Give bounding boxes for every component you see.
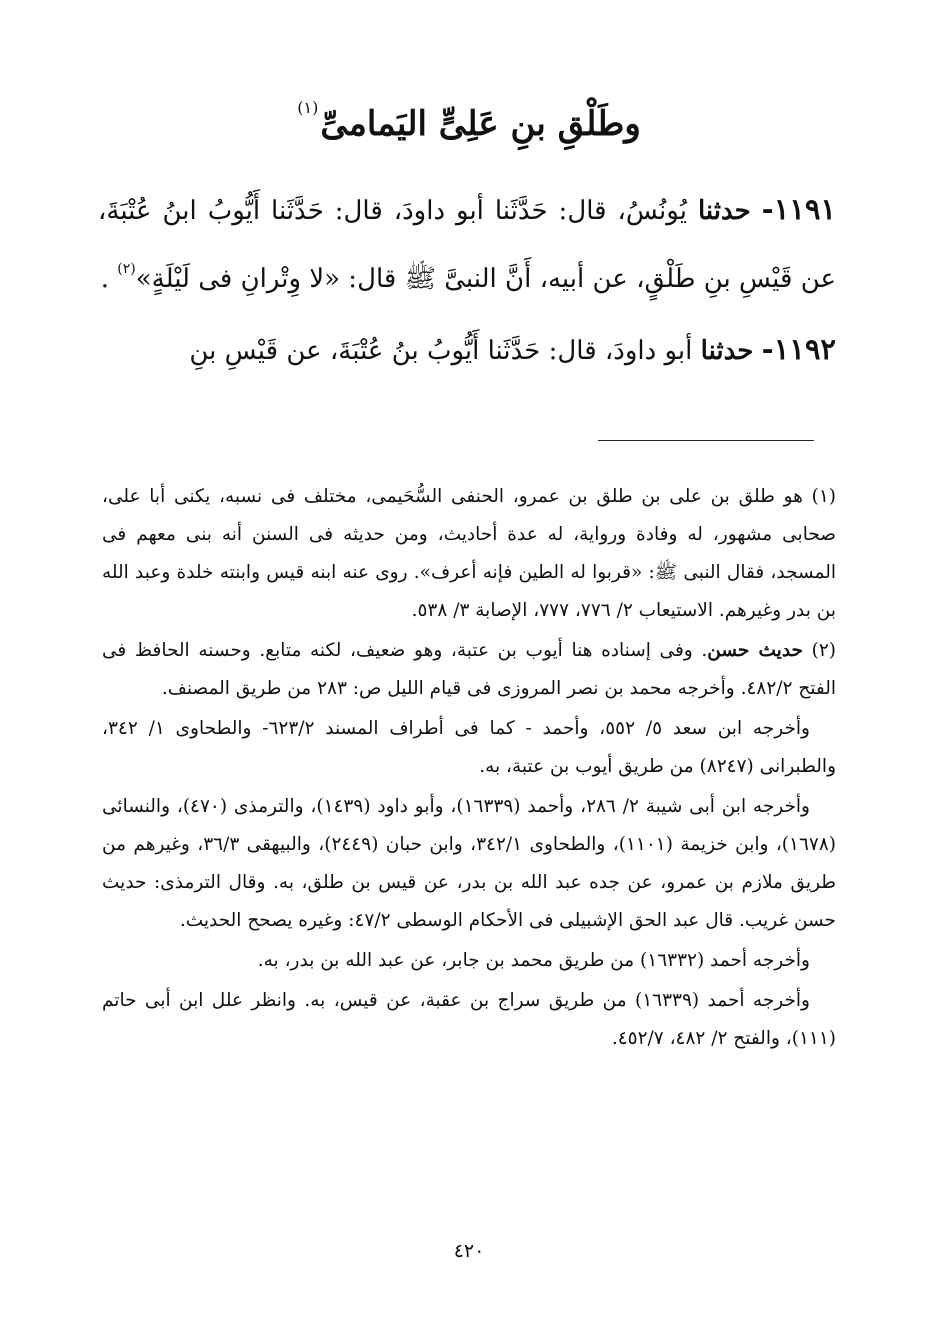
footnote-2-text: . وفى إسناده هنا أيوب بن عتبة، وهو ضعيف، لكنه متابع. وحسنه الحافظ فى الفتح ٤٨٢/٢. وأخرجه محمد بن نصر المروزى فى قيام الليل ص: ٢٨٣ من طريق المصنف. (102, 640, 836, 699)
hadith-text: أبو داودَ، قال: حَدَّثَنا أَيُّوبُ بنُ عُتْبَةَ، عن قَيْسِ بنِ (189, 336, 693, 366)
hadith-text: يُونُسُ، قال: حَدَّثَنا أبو داودَ، قال: حَدَّثَنا أَيُّوبُ ابنُ عُتْبَةَ، عن قَيْسِ بنِ طَلْقٍ، عن أبيه، أَنَّ النبىَّ ﷺ قال: «لا وِتْرانِ فى لَيْلَةٍ» (98, 196, 836, 294)
hadith-number: ١١٩١- (761, 192, 836, 226)
hadith-lead: حدثنا (697, 196, 751, 226)
footnote-paragraph: وأخرجه ابن أبى شيبة ٢/ ٢٨٦، وأحمد (١٦٣٣٩)، وأبو داود (١٤٣٩)، والترمذى (٤٧٠)، والنسائى (١٦٧٨)، وابن خزيمة (١١٠١)، والطحاوى ٣٤٢/١، وابن حبان (٢٤٤٩)، والبيهقى ٣٦/٣، وغيرهم من طريق ملازم بن عمرو، عن جده عبد الله بن بدر، عن قيس بن طلق، به. وقال الترمذى: حديث حسن غريب. قال عبد الحق الإشبيلى فى الأحكام الوسطى ٤٧/٢: وغيره يصحح الحديث. (102, 796, 836, 931)
footnote-1: (١) هو طلق بن على بن طلق بن عمرو، الحنفى السُّحَيمى، مختلف فى نسبه، يكنى أبا على، صحابى مشهور، له وفادة ورواية، له عدة أحاديث، ومن حديثه فى السنن أنه بنى معهم فى المسجد، فقال النبى ﷺ: «قربوا له الطين فإنه أعرف». روى عنه ابنه قيس وابنته خلدة وعبد الله بن بدر وغيرهم. الاستيعاب ٢/ ٧٧٦، ٧٧٧، الإصابة ٣/ ٥٣٨. (102, 486, 836, 621)
footnote-paragraph: وأخرجه أحمد (١٦٣٣٢) من طريق محمد بن جابر، عن عبد الله بن بدر، به. (257, 950, 810, 971)
chapter-title-text: وطَلْقِ بنِ عَلِىٍّ اليَمامىِّ (320, 104, 641, 144)
chapter-title (0, 78, 938, 154)
footnote-paragraph: وأخرجه ابن سعد ٥/ ٥٥٢، وأحمد - كما فى أطراف المسند ٦٢٣/٢- والطحاوى ١/ ٣٤٢، والطبرانى (٨٢٤٧) من طريق أيوب بن عتبة، به. (102, 718, 836, 777)
hadith-end: . (100, 264, 118, 294)
title-footnote-ref: (١) (297, 98, 319, 117)
footnote-paragraph: وأخرجه أحمد (١٦٣٣٩) من طريق سراج بن عقبة، عن قيس، به. وانظر علل ابن أبى حاتم (١١١)، والفتح ٢/ ٤٨٢، ٤٥٢/٧. (102, 990, 836, 1049)
hadith-1191 (98, 180, 836, 308)
main-text (98, 180, 836, 380)
footnote-2-grade: حديث حسن (707, 640, 803, 661)
hadith-number: ١١٩٢- (761, 332, 836, 366)
footnote-2-prefix: (٢) (802, 640, 836, 661)
footnotes (102, 478, 836, 1058)
hadith-lead: حدثنا (700, 336, 754, 366)
page-number: ٤٢٠ (453, 1240, 485, 1262)
hadith-1192 (98, 320, 836, 380)
footnote-separator (598, 440, 814, 441)
footnote-2 (102, 632, 836, 708)
hadith-footnote-ref: (٢) (117, 261, 136, 277)
